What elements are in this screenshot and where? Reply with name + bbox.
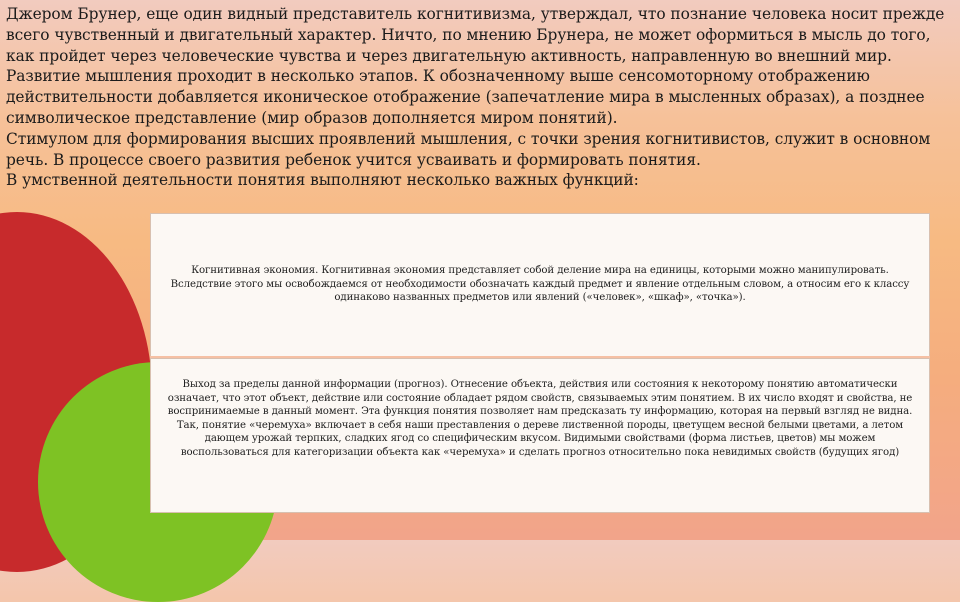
function-text-forecast: Выход за пределы данной информации (прогноз). Отнесение объекта, действия или состояния к некоторому понятию автоматически означает, что этот объект, действие или состояние обладает рядом свойств, связываемых этим понятием. В их число входят и свойства, не воспринимаемые в данный момент. Эта функция понятия позволяет нам предсказать ту информацию, которая на первый взгляд не видна. Так, понятие «черемуха» включает в себя наши преставления о дереве лиственной породы, цветущем весной белыми цветами, а летом дающем урожай терпких, сладких ягод со специфическим вкусом. Видимыми свойствами (форма листьев, цветов) мы можем воспользоваться для категоризации объекта как «черемуха» и сделать прогноз относительно пока невидимых свойств (будущих ягод) (167, 379, 913, 458)
function-text-cognitive-economy: Когнитивная экономия. Когнитивная экономия представляет собой деление мира на единицы, которыми можно манипулировать. Вследствие этого мы освобождаемся от необходимости обозначать каждый предмет и явление отдельным словом, а относим его к классу одинаково названных предметов или явлений («человек», «шкаф», «точка»). (170, 265, 910, 304)
intro-paragraph-2: Стимулом для формирования высших проявлений мышления, с точки зрения когнитивистов, служит в основном речь. В процессе своего развития ребенок учится усваивать и формировать понятия. (6, 129, 931, 169)
function-box-forecast (150, 358, 930, 513)
function-box-cognitive-economy (150, 213, 930, 358)
intro-paragraph-1: Джером Брунер, еще один видный представитель когнитивизма, утверждал, что познание человека носит прежде всего чувственный и двигательный характер. Ничто, по мнению Брунера, не может оформиться в мысль до того, как пройдет через человеческие чувства и через двигательную активность, направленную во внешний мир. Развитие мышления проходит в несколько этапов. К обозначенному выше сенсомоторному отображению действительности добавляется иконическое отображение (запечатление мира в мысленных образах), а позднее символическое представление (мир образов дополняется миром понятий). (6, 5, 945, 127)
intro-paragraph-3: В умственной деятельности понятия выполняют несколько важных функций: (6, 171, 639, 190)
intro-text (6, 4, 956, 191)
